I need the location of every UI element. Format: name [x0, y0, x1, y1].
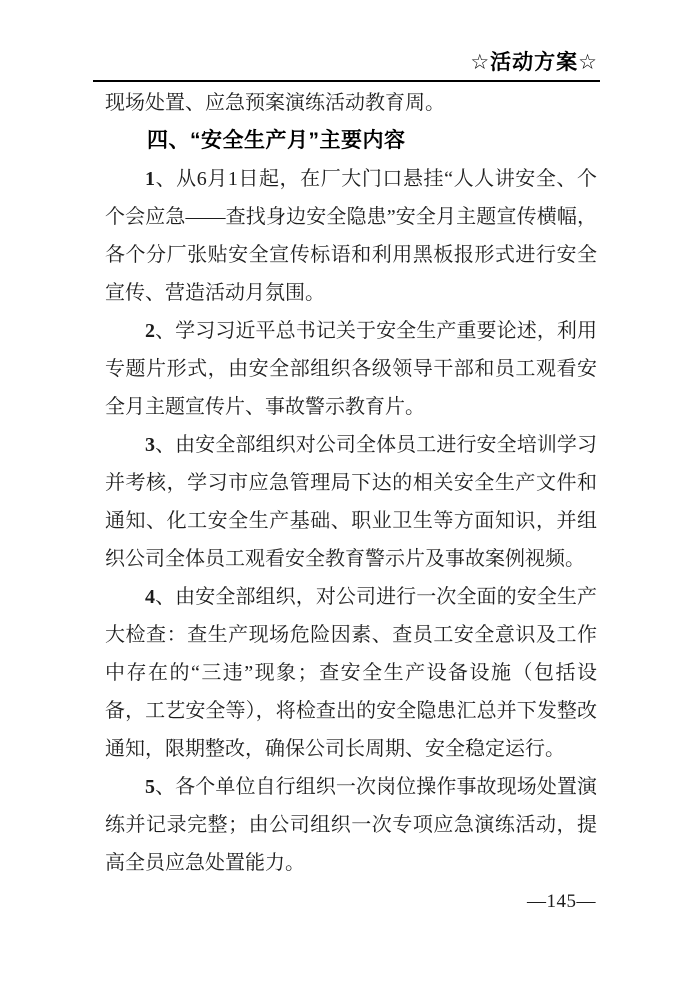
document-body [105, 82, 597, 882]
paragraph-3 [105, 426, 597, 578]
page-number: —145— [527, 891, 596, 912]
section-heading: 四、“安全生产月”主要内容 [147, 129, 406, 152]
paragraph-number: 4 [145, 586, 155, 608]
paragraph-text: 、由安全部组织，对公司进行一次全面的安全生产大检查：查生产现场危险因素、查员工安全意识及工作中存在的“三违”现象；查安全生产设备设施（包括设备，工艺安全等），将检查出的安全隐患汇总并下发整改通知，限期整改，确保公司长周期、安全稳定运行。 [105, 586, 597, 760]
paragraph-text: 、从6月1日起，在厂大门口悬挂“人人讲安全、个个会应急——查找身边安全隐患”安全月主题宣传横幅，各个分厂张贴安全宣传标语和利用黑板报形式进行安全宣传、营造活动月氛围。 [105, 168, 597, 304]
paragraph-number: 5 [145, 776, 155, 798]
paragraph-number: 3 [145, 434, 155, 456]
page-header [93, 0, 600, 82]
paragraph-number: 1 [145, 168, 155, 190]
paragraph-text: 、由安全部组织对公司全体员工进行安全培训学习并考核，学习市应急管理局下达的相关安全生产文件和通知、化工安全生产基础、职业卫生等方面知识，并组织公司全体员工观看安全教育警示片及事故案例视频。 [105, 434, 597, 570]
paragraph-number: 2 [145, 320, 155, 342]
paragraph-continuation: 现场处置、应急预案演练活动教育周。 [105, 92, 445, 114]
paragraph-4 [105, 578, 597, 768]
paragraph-2 [105, 312, 597, 426]
paragraph-text: 、学习习近平总书记关于安全生产重要论述，利用专题片形式，由安全部组织各级领导干部和员工观看安全月主题宣传片、事故警示教育片。 [105, 320, 597, 418]
header-label: ☆活动方案☆ [470, 51, 598, 74]
paragraph-5 [105, 768, 597, 882]
page-footer [527, 891, 596, 913]
paragraph-1 [105, 160, 597, 312]
paragraph-text: 、各个单位自行组织一次岗位操作事故现场处置演练并记录完整；由公司组织一次专项应急演练活动，提高全员应急处置能力。 [105, 776, 597, 874]
